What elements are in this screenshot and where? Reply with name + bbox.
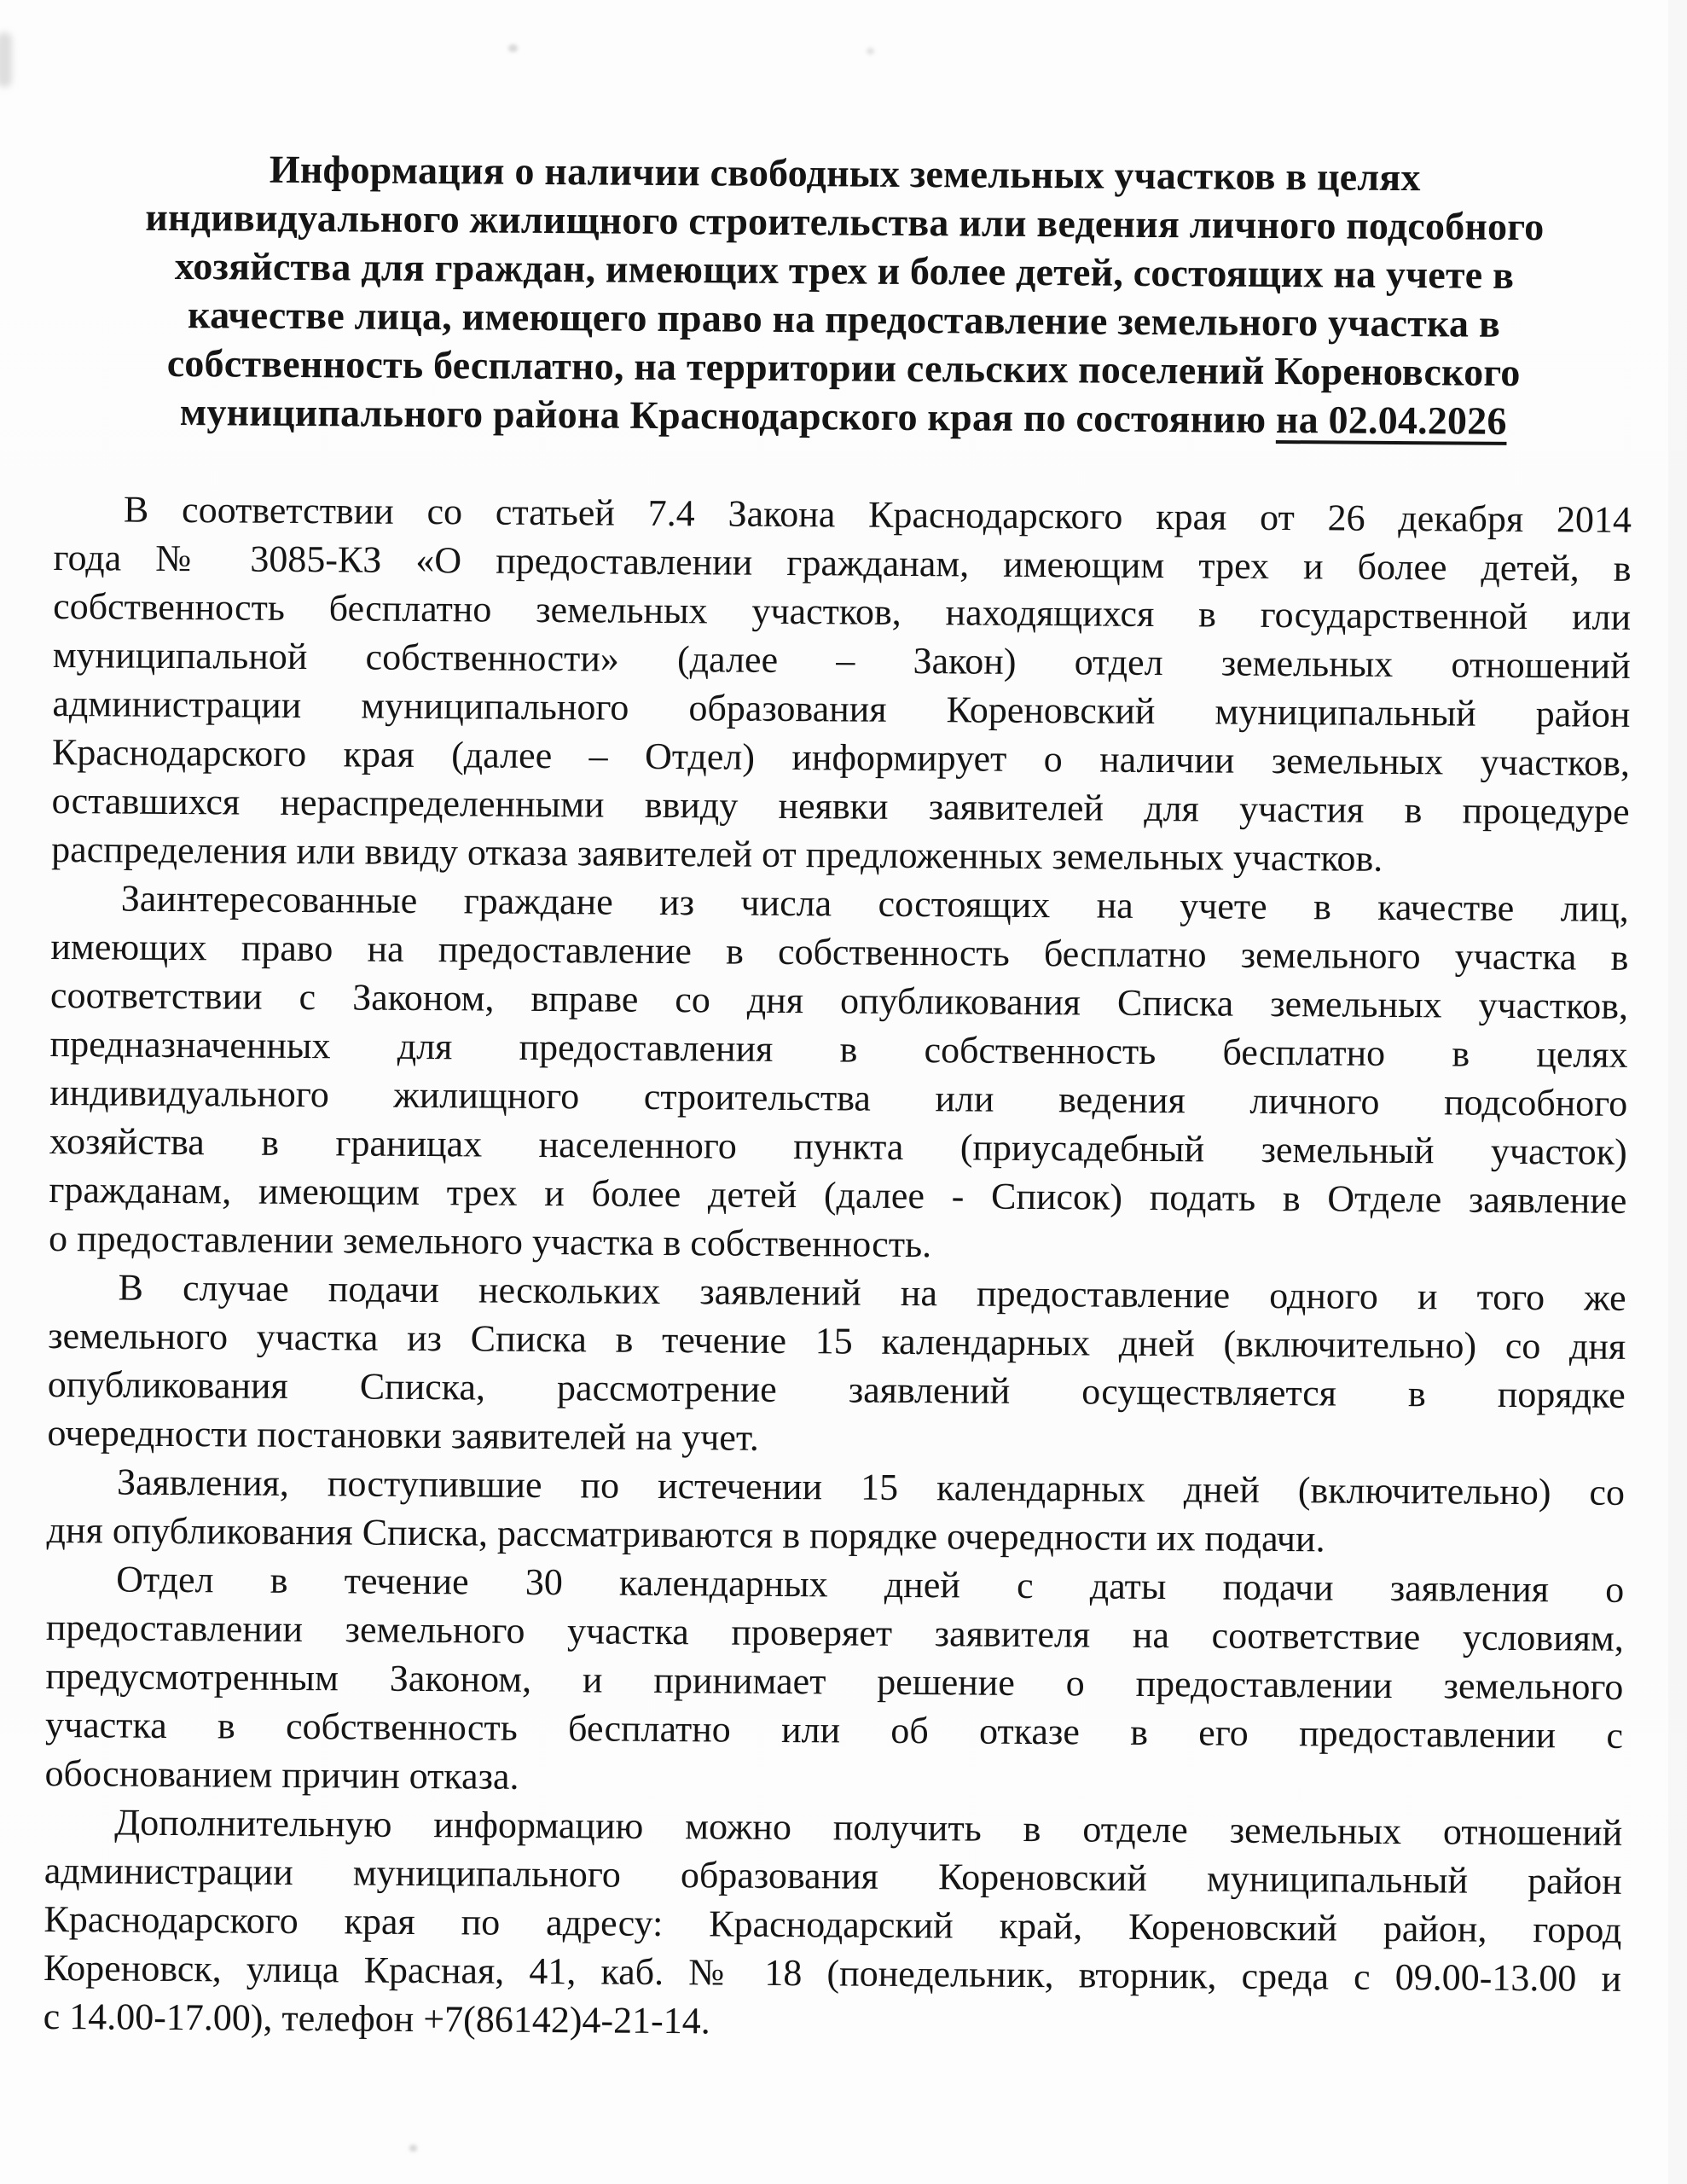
text-line: Краснодарского края по адресу: Краснодарский край, Кореновский район, город [43,1897,1622,1951]
title-line: собственность бесплатно, на территории сельских поселений Кореновского [166,340,1521,394]
title-line: качестве лица, имеющего право на предоставление земельного участка в [187,293,1501,346]
text-line: обоснованием причин отказа. [44,1751,519,1798]
text-line: Краснодарского края (далее – Отдел) информирует о наличии земельных участков, [51,730,1631,784]
document-title [55,143,1634,446]
text-line: опубликования Списка, рассмотрение заявлений осуществляется в порядке [47,1362,1626,1416]
title-line-text: муниципального района Краснодарского края по состоянию [179,390,1277,441]
text-line: индивидуального жилищного строительства или ведения личного подсобного [49,1071,1628,1124]
text-line: дня опубликования Списка, рассматриваются в порядке очередности их подачи. [46,1508,1325,1560]
title-line: хозяйства для граждан, имеющих трех и более детей, состоящих на учете в [174,243,1515,297]
title-line: индивидуального жилищного строительства или ведения личного подсобного [145,195,1545,249]
document-body [43,485,1632,2052]
text-line: Дополнительную информацию можно получить в отделе земельных отношений [114,1801,1623,1854]
text-line: с 14.00-17.00), телефон +7(86142)4-21-14. [43,1995,710,2042]
text-line: Заинтересованные граждане из числа состоящих на учете в качестве лиц, [120,877,1629,930]
text-line: администрации муниципального образования Кореновский муниципальный район [43,1849,1622,1902]
text-line: земельного участка из Списка в течение 15 календарных дней (включительно) со дня [48,1314,1626,1368]
text-line: собственность бесплатно земельных участков, находящихся в государственной или [53,584,1632,638]
scan-speckle [409,2145,417,2152]
paragraph [46,1457,1625,1565]
paragraph [44,1554,1624,1809]
text-line: года № 3085-КЗ «О предоставлении гражданам, имеющим трех и более детей, в [53,536,1632,590]
scan-edge-shadow [1668,0,1687,2184]
text-line: Кореновск, улица Красная, 41, каб. № 18 (понедельник, вторник, среда с 09.00-13.00 и [43,1946,1622,2000]
paragraph [43,1798,1622,2052]
text-line: администрации муниципального образования Кореновский муниципальный район [52,682,1631,735]
text-line: участка в собственность бесплатно или об отказе в его предоставлении с [44,1703,1624,1757]
text-line: В соответствии со статьей 7.4 Закона Краснодарского края от 26 декабря 2014 [123,488,1632,541]
text-line: Отдел в течение 30 календарных дней с даты подачи заявления о [116,1558,1625,1611]
paragraph [47,1263,1626,1468]
scan-speckle [508,44,518,52]
document-content [43,143,1633,2052]
text-line: распределения или ввиду отказа заявителей от предложенных земельных участков. [51,828,1383,880]
text-line: имеющих право на предоставление в собственность бесплатно земельного участка в [50,925,1629,979]
text-line: предоставлении земельного участка проверяет заявителя на соответствие условиям, [45,1606,1624,1659]
report-date: на 02.04.2026 [1275,397,1507,443]
paragraph [49,874,1629,1274]
text-line: очередности постановки заявителей на учет. [47,1411,760,1459]
text-line: хозяйства в границах населенного пункта (приусадебный земельный участок) [49,1119,1627,1173]
paragraph [51,485,1632,885]
scan-speckle [0,32,12,87]
title-line-with-date [55,386,1632,446]
text-line: Заявления, поступившие по истечении 15 календарных дней (включительно) со [116,1461,1626,1513]
text-line: соответствии с Законом, вправе со дня опубликования Списка земельных участков, [49,973,1629,1027]
text-line: предназначенных для предоставления в собственность бесплатно в целях [49,1022,1628,1076]
text-line: муниципальной собственности» (далее – Закон) отдел земельных отношений [52,633,1631,687]
text-line: предусмотренным Законом, и принимает решение о предоставлении земельного [45,1654,1624,1708]
text-line: гражданам, имеющим трех и более детей (далее - Список) подать в Отделе заявление [49,1168,1627,1222]
scan-speckle [867,48,874,55]
title-line: Информация о наличии свободных земельных участков в целях [269,147,1421,200]
text-line: о предоставлении земельного участка в собственность. [48,1217,932,1266]
text-line: В случае подачи нескольких заявлений на предоставление одного и того же [118,1266,1626,1319]
text-line: оставшихся нераспределенными ввиду неявки заявителей для участия в процедуре [51,779,1630,833]
